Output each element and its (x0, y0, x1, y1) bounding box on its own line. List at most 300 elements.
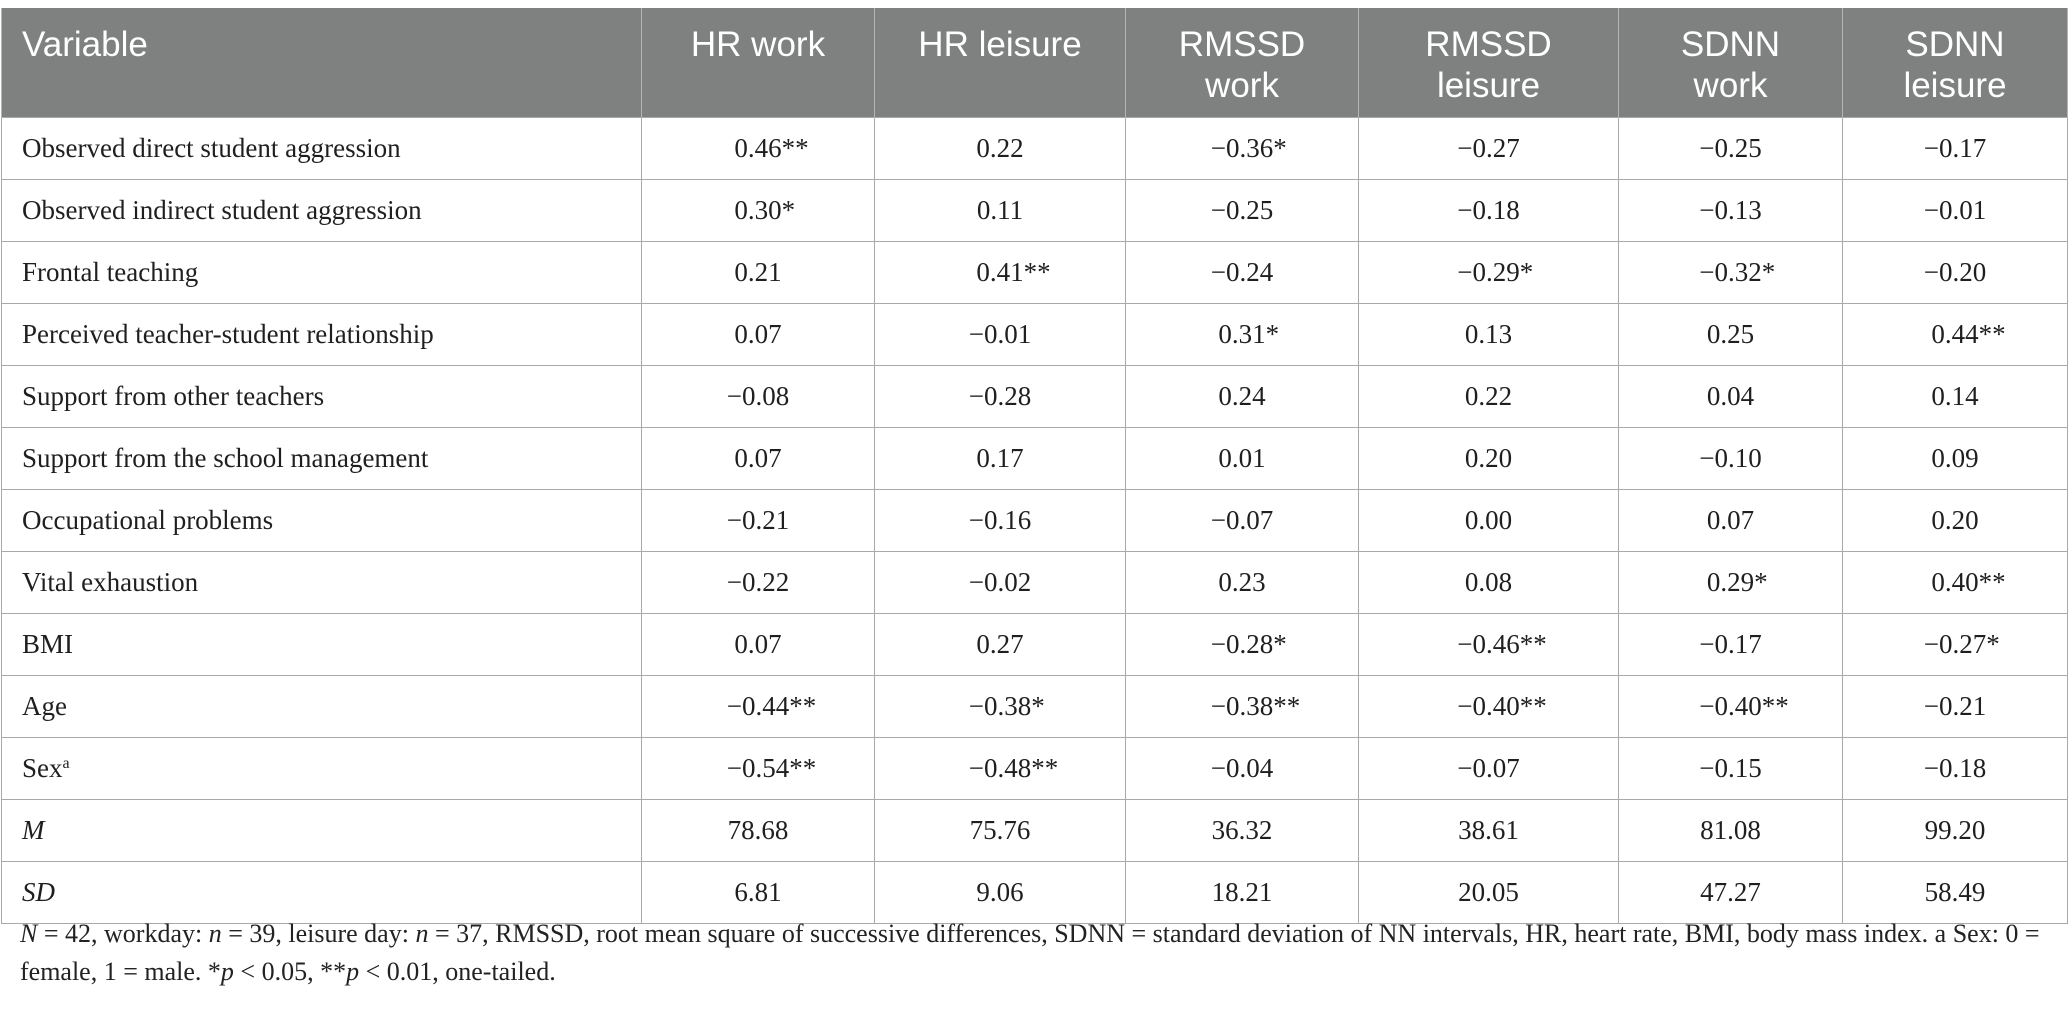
significance-marker: * (1986, 629, 2000, 659)
row-label-text: Support from other teachers (22, 381, 325, 411)
column-header-line: Variable (22, 25, 148, 64)
row-label (2, 738, 642, 800)
table-cell (1359, 366, 1619, 428)
row-label-text: Occupational problems (22, 505, 274, 535)
cell-value (1699, 195, 1761, 226)
cell-number: −0.38 (968, 691, 1032, 721)
table-cell (1843, 366, 2068, 428)
significance-marker: ** (1761, 691, 1789, 721)
row-label-text: Age (22, 691, 67, 721)
cell-number: −0.27 (1457, 133, 1520, 163)
cell-number: −0.48 (968, 753, 1032, 783)
table-row (2, 428, 2068, 490)
footnote-segment: = 42, workday: (37, 919, 209, 948)
table-cell (1619, 428, 1843, 490)
cell-number: 0.40 (1931, 567, 1979, 597)
table-cell (1359, 304, 1619, 366)
cell-number: 0.08 (1464, 567, 1513, 597)
table-cell (642, 800, 875, 862)
column-header (1359, 8, 1619, 118)
significance-marker: ** (1273, 691, 1301, 721)
cell-number: 75.76 (969, 815, 1031, 845)
footnote-segment: = 37, RMSSD, root mean square of successive differences, SDNN = standard deviation of NN intervals, HR, heart rate, BMI, body mass index. a Sex: 0 = female, 1 = male. * (20, 919, 2040, 986)
cell-value (734, 629, 781, 660)
footnote-segment: < 0.05, ** (233, 957, 347, 986)
cell-number: 0.07 (734, 629, 782, 659)
cell-value (968, 691, 1045, 722)
cell-value (1465, 381, 1512, 412)
significance-marker: ** (1978, 567, 2006, 597)
table-cell (1359, 800, 1619, 862)
cell-number: 0.27 (976, 629, 1024, 659)
significance-marker: ** (1519, 691, 1547, 721)
row-label (2, 180, 642, 242)
column-header-line: RMSSD (1425, 25, 1552, 64)
significance-marker: ** (781, 133, 809, 163)
table-cell (1619, 676, 1843, 738)
cell-value (1218, 381, 1265, 412)
cell-value (726, 691, 817, 722)
cell-number: 0.07 (734, 319, 782, 349)
table-cell (1126, 118, 1359, 180)
correlation-table-container (1, 8, 2067, 924)
table-cell (1359, 428, 1619, 490)
row-label-text: Sex (22, 753, 63, 783)
cell-value (1931, 443, 1978, 474)
cell-value (1924, 691, 1986, 722)
column-header (875, 8, 1126, 118)
significance-marker: ** (1023, 257, 1051, 287)
cell-number: −0.13 (1699, 195, 1762, 225)
cell-number: 0.22 (976, 133, 1024, 163)
cell-number: 0.24 (1218, 381, 1266, 411)
cell-number: 0.22 (1464, 381, 1513, 411)
cell-value (1699, 257, 1776, 288)
cell-number: 36.32 (1211, 815, 1273, 845)
cell-value (1707, 381, 1754, 412)
cell-number: −0.17 (1699, 629, 1762, 659)
cell-number: −0.21 (1923, 691, 1987, 721)
table-row (2, 242, 2068, 304)
cell-number: −0.20 (1923, 257, 1987, 287)
table-header (2, 8, 2068, 118)
cell-value (1699, 629, 1761, 660)
cell-value (976, 443, 1023, 474)
table-cell (1843, 118, 2068, 180)
table-row (2, 304, 2068, 366)
significance-marker: * (781, 195, 796, 225)
cell-value (734, 257, 781, 288)
table-cell (875, 676, 1126, 738)
cell-number: −0.40 (1699, 691, 1762, 721)
table-cell (875, 366, 1126, 428)
cell-number: −0.22 (726, 567, 790, 597)
significance-marker: * (1754, 567, 1768, 597)
table-cell (1619, 490, 1843, 552)
cell-value (734, 133, 809, 164)
cell-value (1212, 815, 1273, 846)
row-label (2, 118, 642, 180)
correlation-table (1, 8, 2068, 924)
cell-number: 18.21 (1211, 877, 1273, 907)
cell-value (734, 195, 796, 226)
column-header-label (2, 8, 641, 65)
cell-value (969, 319, 1031, 350)
cell-number: 0.41 (976, 257, 1024, 287)
cell-value (1924, 195, 1986, 226)
table-cell (642, 304, 875, 366)
table-row (2, 490, 2068, 552)
column-header (1843, 8, 2068, 118)
column-header-label (1619, 8, 1842, 106)
cell-value (1925, 877, 1986, 908)
row-label-text: Observed indirect student aggression (22, 195, 422, 225)
table-cell (1619, 242, 1843, 304)
row-label-text: Vital exhaustion (22, 567, 199, 597)
table-cell (875, 738, 1126, 800)
cell-value (1457, 629, 1547, 660)
table-cell (1359, 180, 1619, 242)
table-cell (642, 180, 875, 242)
cell-number: −0.44 (726, 691, 790, 721)
cell-number: −0.38 (1210, 691, 1274, 721)
cell-number: 0.30 (734, 195, 782, 225)
cell-value (968, 753, 1059, 784)
footnote-segment: p (346, 957, 360, 986)
column-header-line: work (1205, 66, 1279, 105)
column-header-line: SDNN (1905, 25, 2005, 64)
cell-value (1457, 133, 1519, 164)
cell-number: 0.20 (1931, 505, 1979, 535)
cell-value (1925, 815, 1986, 846)
table-cell (875, 118, 1126, 180)
cell-value (734, 319, 781, 350)
table-cell (875, 800, 1126, 862)
column-header-line: HR work (690, 25, 826, 64)
table-row (2, 738, 2068, 800)
cell-number: −0.21 (726, 505, 790, 535)
cell-value (1931, 567, 2006, 598)
table-cell (642, 676, 875, 738)
cell-number: 0.14 (1931, 381, 1979, 411)
cell-value (1465, 443, 1512, 474)
cell-value (728, 815, 789, 846)
cell-value (1465, 567, 1512, 598)
table-cell (642, 118, 875, 180)
cell-number: −0.24 (1210, 257, 1274, 287)
significance-marker: * (1761, 257, 1776, 287)
cell-value (969, 567, 1031, 598)
footnote-segment: = 39, leisure day: (221, 919, 416, 948)
cell-value (1218, 567, 1265, 598)
table-cell (875, 242, 1126, 304)
column-header-label (1359, 8, 1618, 106)
significance-marker: ** (789, 691, 817, 721)
footnote-segment: n (208, 919, 222, 948)
cell-number: 0.46 (734, 133, 782, 163)
cell-number: 0.17 (976, 443, 1024, 473)
row-label (2, 800, 642, 862)
table-cell (1126, 428, 1359, 490)
table-cell (875, 552, 1126, 614)
cell-value (1458, 877, 1519, 908)
table-row (2, 366, 2068, 428)
cell-number: 0.44 (1931, 319, 1979, 349)
row-label-text: M (22, 815, 45, 845)
cell-value (1457, 257, 1534, 288)
significance-marker: ** (1978, 319, 2006, 349)
significance-marker: * (1519, 257, 1534, 287)
significance-marker: * (1273, 629, 1287, 659)
cell-number: 38.61 (1458, 815, 1519, 845)
cell-number: 20.05 (1458, 877, 1519, 907)
table-cell (1843, 800, 2068, 862)
cell-number: −0.18 (1457, 195, 1520, 225)
cell-value (976, 133, 1023, 164)
cell-number: −0.25 (1699, 133, 1762, 163)
row-label (2, 676, 642, 738)
cell-value (1457, 691, 1547, 722)
cell-number: 47.27 (1700, 877, 1761, 907)
cell-value (1700, 877, 1761, 908)
table-cell (875, 180, 1126, 242)
table-row (2, 614, 2068, 676)
cell-value (1931, 381, 1978, 412)
table-cell (1126, 490, 1359, 552)
table-cell (1126, 242, 1359, 304)
table-footnote (20, 915, 2050, 991)
row-label (2, 614, 642, 676)
table-cell (642, 552, 875, 614)
cell-number: 0.23 (1218, 567, 1266, 597)
cell-value (727, 381, 789, 412)
table-cell (1843, 490, 2068, 552)
cell-number: −0.07 (1457, 753, 1520, 783)
table-body (2, 118, 2068, 924)
table-cell (1359, 614, 1619, 676)
cell-number: −0.32 (1699, 257, 1762, 287)
cell-number: −0.25 (1210, 195, 1274, 225)
column-header (1619, 8, 1843, 118)
cell-value (1458, 815, 1519, 846)
cell-number: 0.13 (1464, 319, 1513, 349)
row-label-text: BMI (22, 629, 74, 659)
cell-number: 0.11 (976, 195, 1024, 225)
cell-number: 0.20 (1464, 443, 1513, 473)
table-cell (875, 614, 1126, 676)
cell-value (1211, 505, 1273, 536)
cell-number: 0.09 (1931, 443, 1979, 473)
cell-value (1931, 319, 2006, 350)
row-label-superscript: a (62, 755, 70, 772)
cell-number: 58.49 (1924, 877, 1986, 907)
table-cell (1126, 180, 1359, 242)
column-header-label (1843, 8, 2067, 106)
cell-value (734, 443, 781, 474)
row-label-text: SD (22, 877, 55, 907)
cell-value (1210, 629, 1287, 660)
column-header-label (642, 8, 874, 65)
cell-number: −0.36 (1210, 133, 1274, 163)
table-cell (1843, 180, 2068, 242)
cell-value (1211, 753, 1273, 784)
column-header (642, 8, 875, 118)
table-cell (1843, 428, 2068, 490)
table-cell (1843, 552, 2068, 614)
table-cell (1843, 242, 2068, 304)
table-cell (1126, 552, 1359, 614)
cell-number: −0.08 (726, 381, 790, 411)
cell-number: 81.08 (1700, 815, 1761, 845)
cell-value (1465, 505, 1512, 536)
table-cell (642, 428, 875, 490)
cell-value (970, 815, 1031, 846)
table-cell (875, 428, 1126, 490)
cell-value (977, 195, 1023, 226)
cell-value (1924, 257, 1986, 288)
table-cell (1619, 552, 1843, 614)
cell-value (969, 381, 1031, 412)
cell-number: 6.81 (734, 877, 782, 907)
column-header (1126, 8, 1359, 118)
cell-number: 0.07 (734, 443, 782, 473)
table-cell (1619, 304, 1843, 366)
cell-value (1218, 443, 1265, 474)
table-cell (1359, 738, 1619, 800)
cell-number: 0.00 (1464, 505, 1513, 535)
table-cell (1619, 738, 1843, 800)
table-cell (1619, 366, 1843, 428)
significance-marker: * (1031, 691, 1045, 721)
table-row (2, 552, 2068, 614)
table-cell (642, 366, 875, 428)
cell-number: 0.31 (1218, 319, 1266, 349)
cell-number: −0.04 (1210, 753, 1274, 783)
row-label (2, 304, 642, 366)
table-cell (642, 614, 875, 676)
cell-number: −0.27 (1923, 629, 1987, 659)
cell-number: −0.46 (1457, 629, 1520, 659)
cell-value (1700, 815, 1761, 846)
table-cell (1126, 614, 1359, 676)
cell-number: −0.10 (1699, 443, 1762, 473)
row-label (2, 242, 642, 304)
row-label (2, 366, 642, 428)
table-cell (1843, 676, 2068, 738)
cell-number: −0.40 (1457, 691, 1520, 721)
table-cell (1359, 118, 1619, 180)
cell-value (1218, 319, 1280, 350)
table-cell (1126, 738, 1359, 800)
cell-value (976, 629, 1023, 660)
cell-value (1210, 691, 1301, 722)
column-header-line: HR leisure (918, 25, 1082, 64)
significance-marker: ** (1519, 629, 1547, 659)
table-cell (1359, 242, 1619, 304)
row-label-text: Support from the school management (22, 443, 429, 473)
table-cell (642, 738, 875, 800)
table-cell (1843, 304, 2068, 366)
cell-number: −0.28 (968, 381, 1032, 411)
cell-value (1465, 319, 1512, 350)
cell-value (1457, 195, 1519, 226)
row-label (2, 552, 642, 614)
table-cell (642, 490, 875, 552)
cell-value (969, 505, 1031, 536)
table-row (2, 180, 2068, 242)
cell-value (734, 877, 781, 908)
table-cell (642, 242, 875, 304)
table-row (2, 676, 2068, 738)
column-header (2, 8, 642, 118)
column-header-line: RMSSD (1178, 25, 1306, 64)
cell-number: 99.20 (1924, 815, 1986, 845)
cell-number: −0.18 (1923, 753, 1987, 783)
cell-number: 0.25 (1706, 319, 1755, 349)
cell-value (1699, 691, 1789, 722)
cell-number: 0.01 (1218, 443, 1266, 473)
footnote-segment: N (20, 919, 38, 948)
row-label-text: Frontal teaching (22, 257, 199, 287)
row-label-text: Observed direct student aggression (22, 133, 401, 163)
significance-marker: * (1273, 133, 1287, 163)
table-cell (1126, 366, 1359, 428)
table-cell (1619, 118, 1843, 180)
table-cell (1843, 738, 2068, 800)
cell-value (1931, 505, 1978, 536)
cell-number: −0.16 (968, 505, 1032, 535)
cell-number: 9.06 (976, 877, 1024, 907)
table-row (2, 800, 2068, 862)
significance-marker: * (1265, 319, 1280, 349)
row-label (2, 428, 642, 490)
cell-value (726, 753, 817, 784)
significance-marker: ** (789, 753, 817, 783)
table-cell (1359, 490, 1619, 552)
table-cell (1359, 552, 1619, 614)
cell-value (1923, 629, 2000, 660)
table-cell (875, 490, 1126, 552)
cell-value (1924, 133, 1986, 164)
table-cell (1619, 180, 1843, 242)
cell-value (976, 877, 1023, 908)
cell-number: 0.04 (1706, 381, 1755, 411)
cell-value (1924, 753, 1986, 784)
row-label (2, 490, 642, 552)
cell-value (1707, 505, 1754, 536)
cell-number: 0.07 (1706, 505, 1755, 535)
table-row (2, 118, 2068, 180)
table-cell (1359, 676, 1619, 738)
cell-value (1210, 133, 1287, 164)
column-header-line: work (1693, 66, 1768, 105)
cell-number: −0.07 (1210, 505, 1274, 535)
cell-value (976, 257, 1051, 288)
table-cell (1619, 800, 1843, 862)
cell-number: −0.17 (1923, 133, 1987, 163)
row-label-text: Perceived teacher-student relationship (22, 319, 434, 349)
cell-number: −0.54 (726, 753, 790, 783)
cell-value (727, 567, 789, 598)
cell-value (1211, 257, 1273, 288)
cell-value (1699, 443, 1761, 474)
table-cell (875, 304, 1126, 366)
column-header-line: leisure (1903, 66, 2007, 105)
table-cell (1619, 614, 1843, 676)
table-cell (1843, 614, 2068, 676)
table-cell (1126, 800, 1359, 862)
cell-number: 0.29 (1706, 567, 1755, 597)
